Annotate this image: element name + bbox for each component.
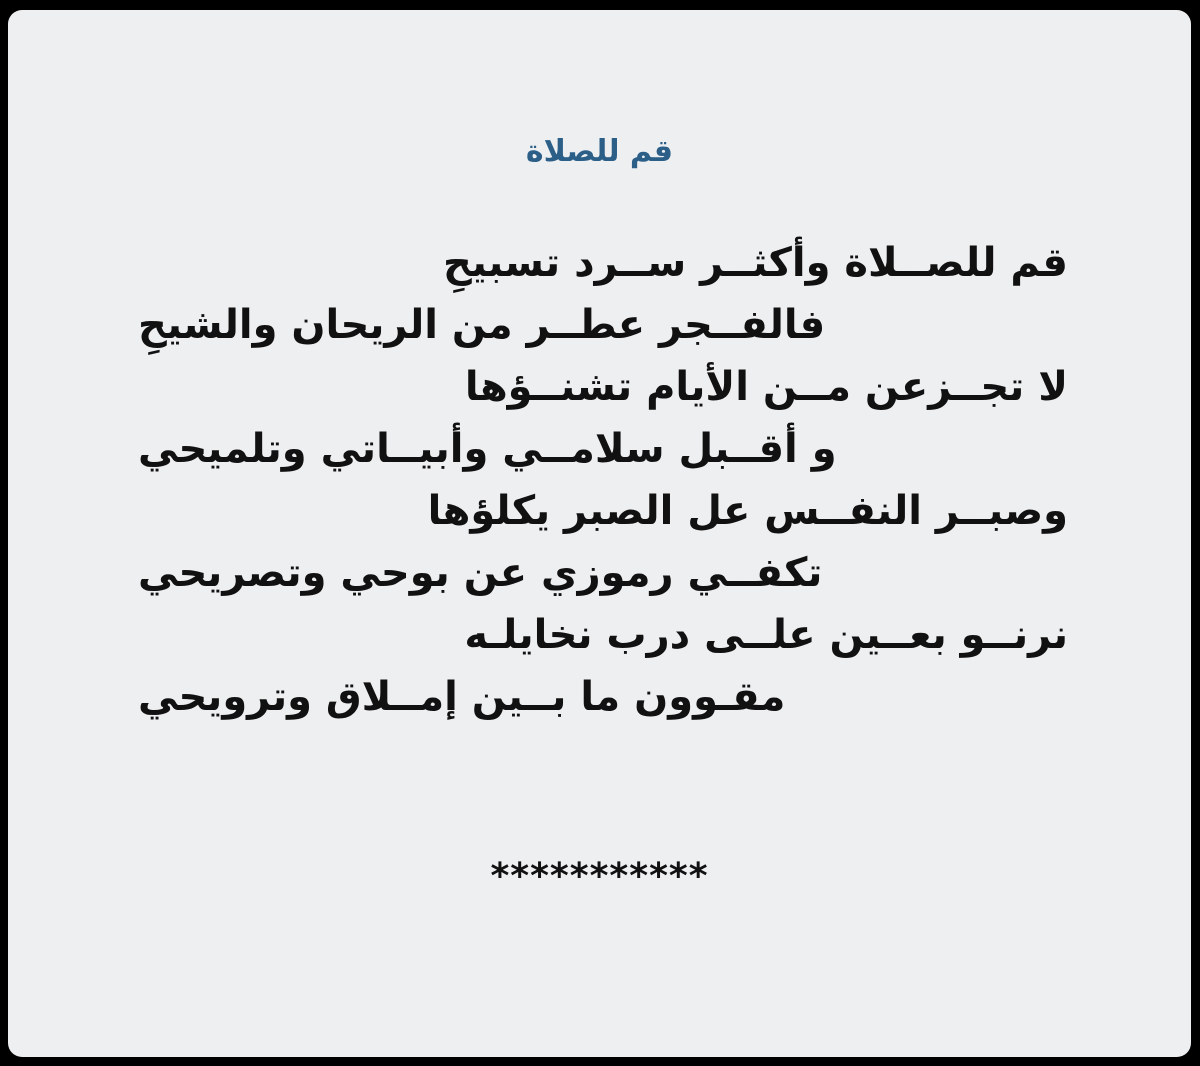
verse-line-4: و أقــبل سلامــي وأبيــاتي وتلميحي (138, 426, 837, 472)
verse-line-7: نرنــو بعــين علــى درب نخايلـه (464, 612, 1068, 658)
verse-line-8: مقـوون ما بــين إمــلاق وترويحي (138, 674, 786, 720)
document-page (8, 10, 1191, 1057)
verse-line-2: فالفــجر عطــر من الريحان والشيحِ (138, 302, 826, 348)
asterisk-separator: *********** (490, 856, 709, 897)
verse-line-3: لا تجــزعن مــن الأيام تشنــؤها (464, 364, 1068, 410)
verse-line-1: قم للصــلاة وأكثــر ســرد تسبيحِ (442, 240, 1068, 286)
verse-line-6: تكفــي رموزي عن بوحي وتصريحي (138, 550, 823, 596)
poem-title: قم للصلاة (525, 134, 674, 169)
verse-line-5: وصبــر النفــس عل الصبر يكلؤها (427, 488, 1068, 534)
